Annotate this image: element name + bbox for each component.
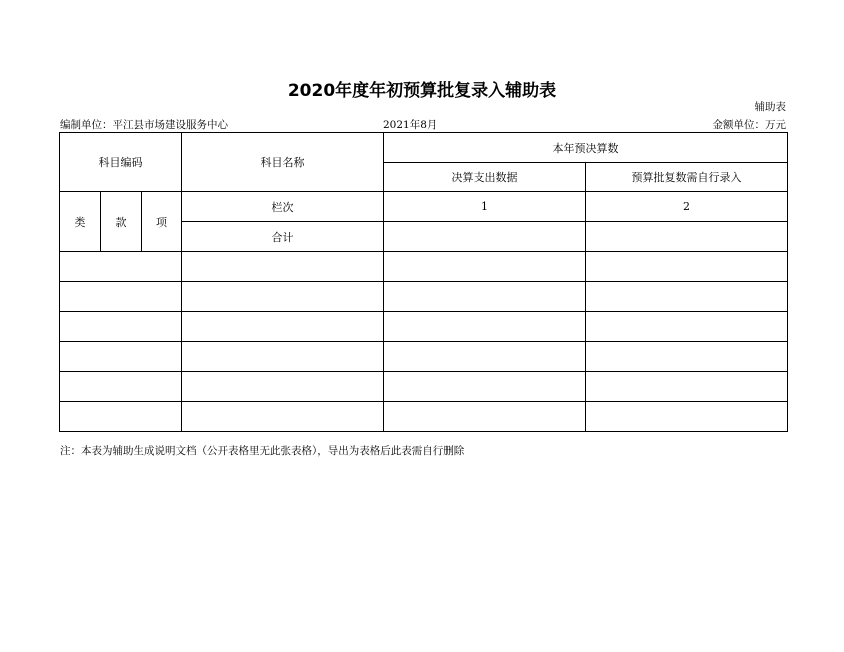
org-unit: 编制单位：平江县市场建设服务中心 (60, 119, 228, 131)
header-budget-group: 本年预决算数 (384, 133, 788, 163)
actual-expenditure-cell[interactable] (384, 282, 586, 312)
subject-name-cell[interactable] (182, 282, 384, 312)
actual-expenditure-cell[interactable] (384, 312, 586, 342)
table-row (60, 342, 788, 372)
subject-code-cell[interactable] (60, 342, 182, 372)
subject-name-cell[interactable] (182, 372, 384, 402)
budget-approval-cell[interactable] (586, 402, 788, 432)
subject-code-cell[interactable] (60, 372, 182, 402)
table-row (60, 282, 788, 312)
report-date: 2021年8月 (383, 119, 438, 131)
total-budget-cell[interactable] (586, 222, 788, 252)
actual-expenditure-cell[interactable] (384, 252, 586, 282)
subject-code-cell[interactable] (60, 402, 182, 432)
subject-code-cell[interactable] (60, 282, 182, 312)
budget-approval-cell[interactable] (586, 372, 788, 402)
total-actual-cell[interactable] (384, 222, 586, 252)
subject-code-cell[interactable] (60, 312, 182, 342)
col-index-1: 1 (384, 192, 586, 222)
subject-name-cell[interactable] (182, 342, 384, 372)
subject-code-cell[interactable] (60, 252, 182, 282)
table-row (60, 252, 788, 282)
code-class: 类 (60, 192, 101, 252)
budget-approval-cell[interactable] (586, 282, 788, 312)
budget-table (59, 132, 788, 432)
header-budget-approval: 预算批复数需自行录入 (586, 163, 788, 192)
budget-approval-cell[interactable] (586, 342, 788, 372)
subject-name-cell[interactable] (182, 252, 384, 282)
actual-expenditure-cell[interactable] (384, 372, 586, 402)
table-row (60, 312, 788, 342)
actual-expenditure-cell[interactable] (384, 402, 586, 432)
sheet-label: 辅助表 (754, 101, 786, 113)
actual-expenditure-cell[interactable] (384, 342, 586, 372)
col-index-2: 2 (586, 192, 788, 222)
code-item: 项 (142, 192, 182, 252)
subject-name-cell[interactable] (182, 402, 384, 432)
amount-unit: 金额单位：万元 (712, 119, 786, 131)
budget-approval-cell[interactable] (586, 312, 788, 342)
footnote: 注：本表为辅助生成说明文档（公开表格里无此张表格），导出为表格后此表需自行删除 (60, 445, 465, 457)
budget-approval-cell[interactable] (586, 252, 788, 282)
total-label: 合计 (182, 222, 384, 252)
page-title: 2020年度年初预算批复录入辅助表 (287, 81, 557, 101)
row-index-label: 栏次 (182, 192, 384, 222)
header-subject-code: 科目编码 (60, 133, 182, 192)
header-actual-expenditure: 决算支出数据 (384, 163, 586, 192)
table-row (60, 372, 788, 402)
table-row (60, 402, 788, 432)
header-subject-name: 科目名称 (182, 133, 384, 192)
code-section: 款 (101, 192, 142, 252)
subject-name-cell[interactable] (182, 312, 384, 342)
